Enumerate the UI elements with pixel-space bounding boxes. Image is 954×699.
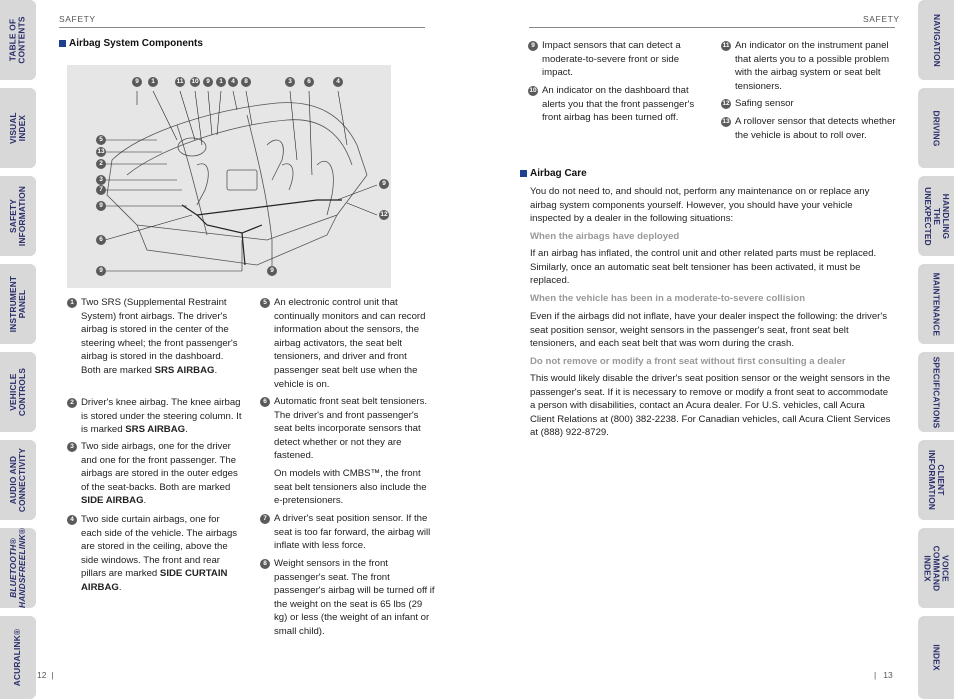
callout-1: 1 xyxy=(148,77,158,87)
tab-client-information[interactable]: CLIENT INFORMATION xyxy=(918,440,954,520)
tab-handling-unexpected[interactable]: HANDLING THE UNEXPECTED xyxy=(918,176,954,256)
list-item: 8 Weight sensors in the front passenger's seat. The front passenger's airbag will be turned off if the weight on the seat is 65 lbs (29 kg) or less (the weight of an infant or small child). xyxy=(260,557,436,639)
tab-bluetooth-handsfreelink[interactable]: BLUETOOTH® HANDSFREELINK® xyxy=(0,528,36,608)
callout-4: 4 xyxy=(333,77,343,87)
tab-vehicle-controls[interactable]: VEHICLE CONTROLS xyxy=(0,352,36,432)
list-item: 7 A driver's seat position sensor. If the seat is too far forward, the airbag will inflate with less force. xyxy=(260,512,436,553)
callout-9: 9 xyxy=(96,266,106,276)
section-marker-icon xyxy=(520,170,527,177)
airbag-diagram xyxy=(67,65,391,288)
subsection-heading: When the vehicle has been in a moderate-to-severe collision xyxy=(530,293,806,304)
tab-table-of-contents[interactable]: TABLE OF CONTENTS xyxy=(0,0,36,80)
list-item: 13 A rollover sensor that detects whether the vehicle is about to roll over. xyxy=(722,116,896,141)
callout-12: 12 xyxy=(380,211,388,218)
callout-9: 9 xyxy=(96,201,106,211)
callout-13: 13 xyxy=(97,148,105,155)
tab-acuralink[interactable]: ACURALINK® xyxy=(0,616,36,699)
tab-driving[interactable]: DRIVING xyxy=(918,88,954,168)
section-title: Airbag System Components xyxy=(59,38,203,49)
list-item: 4 Two side curtain airbags, one for each side of the vehicle. The airbags are stored in the ceiling, above the side windows. The front and rear pillars are marked SIDE CURTAIN AIRBAG. xyxy=(67,513,243,595)
callout-6: 6 xyxy=(96,235,106,245)
list-item: 9 Impact sensors that can detect a moderate-to-severe front or side impact. xyxy=(528,39,698,80)
callout-5: 5 xyxy=(96,135,106,145)
tab-index[interactable]: INDEX xyxy=(918,616,954,699)
tab-maintenance[interactable]: MAINTENANCE xyxy=(918,264,954,344)
tab-navigation[interactable]: NAVIGATION xyxy=(918,0,954,80)
list-item: 6 Automatic front seat belt tensioners. The driver's and front passenger's seat belts incorporate sensors that detect whether or not they are fastened. xyxy=(260,395,436,463)
list-item: 3 Two side airbags, one for the driver and one for the front passenger. The airbags are stored in the outer edges of the seat-backs. Both are marked SIDE AIRBAG. xyxy=(67,440,243,508)
callout-8: 8 xyxy=(241,77,251,87)
tab-visual-index[interactable]: VISUAL INDEX xyxy=(0,88,36,168)
list-item: 5 An electronic control unit that continually monitors and can record information about the sensors, the airbag activators, the seat belt tensioners, and driver and front passenger seat belt use when the vehicle is on. xyxy=(260,296,436,391)
page-header: SAFETY xyxy=(59,14,96,24)
subsection-text: Even if the airbags did not inflate, have your dealer inspect the following: the driver's seat position sensor, weight sensors in the passenger's seat, front seat belt tensioners, and each seat belt that was worn during the crash. xyxy=(530,311,888,350)
list-item: 12 Safing sensor xyxy=(722,98,794,109)
header-divider xyxy=(59,27,425,28)
intro-paragraph: You do not need to, and should not, perform any maintenance on or replace any airbag system components yourself. However, you should have your vehicle inspected by a dealer in the following situations: xyxy=(530,186,870,225)
subsection-heading: When the airbags have deployed xyxy=(530,231,680,242)
tab-specifications[interactable]: SPECIFICATIONS xyxy=(918,352,954,432)
callout-10: 10 xyxy=(191,78,199,85)
callout-6: 6 xyxy=(304,77,314,87)
tab-audio-connectivity[interactable]: AUDIO AND CONNECTIVITY xyxy=(0,440,36,520)
callout-2: 2 xyxy=(96,159,106,169)
list-item: 10 An indicator on the dashboard that alerts you that the front passenger's front airbag has been turned off. xyxy=(529,85,695,124)
tab-safety-information[interactable]: SAFETY INFORMATION xyxy=(0,176,36,256)
list-item: 1 Two SRS (Supplemental Restraint System) front airbags. The driver's airbag is stored in the center of the steering wheel; the front passenger's airbag is stored in the dashboard. Both are marked SRS AIRBAG. xyxy=(67,296,243,378)
header-divider xyxy=(529,27,895,28)
section-title: Airbag Care xyxy=(520,168,587,179)
callout-11: 11 xyxy=(176,78,184,85)
tab-instrument-panel[interactable]: INSTRUMENT PANEL xyxy=(0,264,36,344)
callout-9: 9 xyxy=(203,77,213,87)
subsection-text: This would likely disable the driver's seat position sensor or the weight sensors in the passenger's seat. If it is necessary to remove or modify a front seat to accommodate a person with disabilities, contact an Acura dealer. For U.S. vehicles, call Acura Client Relations at (800) 382-2238. For Canadian vehicles, call Acura Client Services at (888) 922-8729. xyxy=(530,373,891,439)
subsection-heading: Do not remove or modify a front seat without first consulting a dealer xyxy=(530,356,846,367)
callout-9: 9 xyxy=(267,266,277,276)
list-item: 2 Driver's knee airbag. The knee airbag is stored under the steering column. It is marked SRS AIRBAG. xyxy=(67,396,243,437)
car-interior-illustration xyxy=(67,65,391,288)
section-marker-icon xyxy=(59,40,66,47)
callout-3: 3 xyxy=(285,77,295,87)
callout-3: 3 xyxy=(96,175,106,185)
list-item-note: On models with CMBS™, the front seat belt tensioners also include the e-pretensioners. xyxy=(274,468,427,507)
page-number: | 13 xyxy=(874,670,893,680)
callout-1: 1 xyxy=(216,77,226,87)
page-header: SAFETY xyxy=(863,14,900,24)
tab-voice-command-index[interactable]: VOICE COMMAND INDEX xyxy=(918,528,954,608)
page-number: 12 | xyxy=(37,670,54,680)
subsection-text: If an airbag has inflated, the control unit and other related parts must be replaced. Similarly, once an automatic seat belt tensioner has been activated, it must be replaced. xyxy=(530,248,877,287)
list-item: 11 An indicator on the instrument panel that alerts you to a possible problem with the airbag system or seat belt tensioners. xyxy=(722,40,890,92)
callout-9: 9 xyxy=(132,77,142,87)
callout-7: 7 xyxy=(96,185,106,195)
callout-4: 4 xyxy=(228,77,238,87)
callout-9: 9 xyxy=(379,179,389,189)
